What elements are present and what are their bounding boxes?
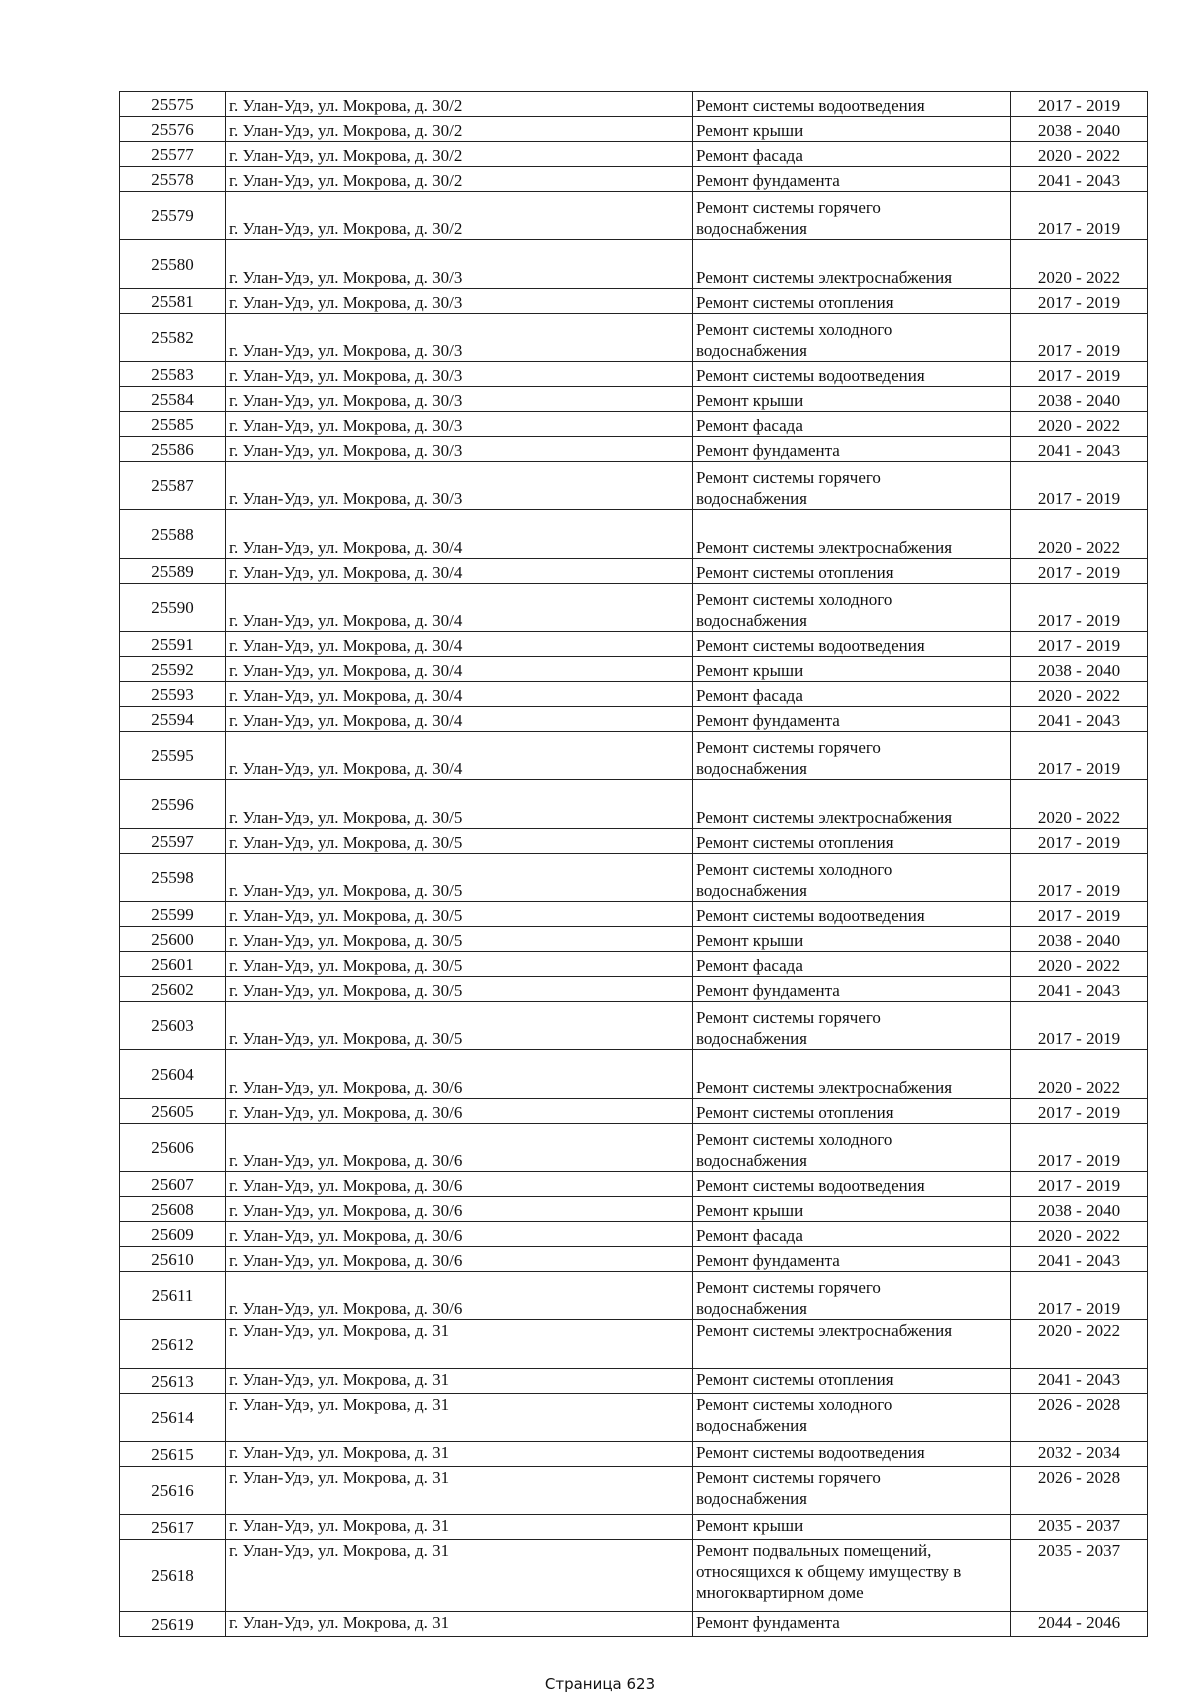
work-type-cell: [693, 902, 1011, 927]
work-type-line: Ремонт системы горячего: [696, 738, 881, 757]
work-type-cell: [693, 192, 1011, 240]
work-type-cell: [693, 1247, 1011, 1272]
row-number: 25616: [120, 1467, 226, 1515]
period-cell: 2017 - 2019: [1011, 1124, 1148, 1172]
work-type-line: Ремонт системы водоотведения: [696, 1443, 925, 1462]
address-cell: г. Улан-Удэ, ул. Мокрова, д. 30/4: [226, 510, 693, 559]
address-cell: г. Улан-Удэ, ул. Мокрова, д. 30/2: [226, 167, 693, 192]
work-type-line: Ремонт фундамента: [696, 1251, 840, 1270]
repair-schedule-table: [119, 91, 1148, 1637]
work-type-cell: [693, 1050, 1011, 1099]
address-cell: г. Улан-Удэ, ул. Мокрова, д. 31: [226, 1612, 693, 1637]
address-cell: г. Улан-Удэ, ул. Мокрова, д. 30/2: [226, 117, 693, 142]
work-type-cell: [693, 1612, 1011, 1637]
work-type-line: Ремонт крыши: [696, 661, 804, 680]
row-number: 25613: [120, 1369, 226, 1394]
period-cell: 2038 - 2040: [1011, 927, 1148, 952]
address-cell: г. Улан-Удэ, ул. Мокрова, д. 31: [226, 1540, 693, 1612]
period-cell: 2017 - 2019: [1011, 559, 1148, 584]
address-cell: г. Улан-Удэ, ул. Мокрова, д. 30/4: [226, 584, 693, 632]
work-type-cell: [693, 462, 1011, 510]
period-cell: 2038 - 2040: [1011, 657, 1148, 682]
table-row: [120, 1467, 1148, 1515]
period-cell: 2038 - 2040: [1011, 1197, 1148, 1222]
work-type-cell: [693, 584, 1011, 632]
work-type-line: Ремонт фасада: [696, 956, 803, 975]
table-row: [120, 1272, 1148, 1320]
work-type-cell: [693, 1442, 1011, 1467]
address-cell: г. Улан-Удэ, ул. Мокрова, д. 30/4: [226, 707, 693, 732]
address-cell: г. Улан-Удэ, ул. Мокрова, д. 31: [226, 1320, 693, 1369]
period-cell: 2020 - 2022: [1011, 142, 1148, 167]
row-number: 25608: [120, 1197, 226, 1222]
address-cell: г. Улан-Удэ, ул. Мокрова, д. 30/3: [226, 314, 693, 362]
work-type-line: Ремонт системы водоотведения: [696, 906, 925, 925]
work-type-line: Ремонт системы отопления: [696, 833, 894, 852]
period-cell: 2017 - 2019: [1011, 362, 1148, 387]
work-type-cell: [693, 92, 1011, 117]
period-cell: 2020 - 2022: [1011, 240, 1148, 289]
table-row: [120, 362, 1148, 387]
work-type-line: Ремонт фасада: [696, 686, 803, 705]
table-row: [120, 192, 1148, 240]
row-number: 25599: [120, 902, 226, 927]
work-type-line: Ремонт системы холодного: [696, 1130, 893, 1149]
row-number: 25618: [120, 1540, 226, 1612]
work-type-cell: [693, 412, 1011, 437]
work-type-line: Ремонт системы водоотведения: [696, 96, 925, 115]
period-cell: 2041 - 2043: [1011, 437, 1148, 462]
address-cell: г. Улан-Удэ, ул. Мокрова, д. 31: [226, 1394, 693, 1442]
address-cell: г. Улан-Удэ, ул. Мокрова, д. 30/4: [226, 682, 693, 707]
work-type-line: многоквартирном доме: [696, 1583, 864, 1602]
table-row: [120, 142, 1148, 167]
work-type-line: Ремонт крыши: [696, 1516, 804, 1535]
period-cell: 2017 - 2019: [1011, 1099, 1148, 1124]
work-type-line: Ремонт системы электроснабжения: [696, 1078, 953, 1097]
period-cell: 2017 - 2019: [1011, 1172, 1148, 1197]
period-cell: 2041 - 2043: [1011, 167, 1148, 192]
work-type-cell: [693, 977, 1011, 1002]
row-number: 25587: [120, 462, 226, 510]
row-number: 25597: [120, 829, 226, 854]
row-number: 25593: [120, 682, 226, 707]
period-cell: 2017 - 2019: [1011, 854, 1148, 902]
table-row: [120, 902, 1148, 927]
period-cell: 2020 - 2022: [1011, 1222, 1148, 1247]
row-number: 25579: [120, 192, 226, 240]
work-type-line: Ремонт системы отопления: [696, 563, 894, 582]
row-number: 25575: [120, 92, 226, 117]
work-type-cell: [693, 632, 1011, 657]
address-cell: г. Улан-Удэ, ул. Мокрова, д. 30/4: [226, 559, 693, 584]
work-type-cell: [693, 1515, 1011, 1540]
table-row: [120, 387, 1148, 412]
work-type-line: водоснабжения: [696, 1029, 807, 1048]
address-cell: г. Улан-Удэ, ул. Мокрова, д. 30/5: [226, 1002, 693, 1050]
row-number: 25591: [120, 632, 226, 657]
row-number: 25604: [120, 1050, 226, 1099]
row-number: 25600: [120, 927, 226, 952]
work-type-line: Ремонт системы электроснабжения: [696, 538, 953, 557]
row-number: 25598: [120, 854, 226, 902]
work-type-line: Ремонт фундамента: [696, 711, 840, 730]
period-cell: 2041 - 2043: [1011, 1369, 1148, 1394]
address-cell: г. Улан-Удэ, ул. Мокрова, д. 30/3: [226, 387, 693, 412]
table-row: [120, 1197, 1148, 1222]
row-number: 25615: [120, 1442, 226, 1467]
row-number: 25595: [120, 732, 226, 780]
row-number: 25610: [120, 1247, 226, 1272]
address-cell: г. Улан-Удэ, ул. Мокрова, д. 30/5: [226, 952, 693, 977]
work-type-cell: [693, 240, 1011, 289]
period-cell: 2017 - 2019: [1011, 92, 1148, 117]
work-type-cell: [693, 1467, 1011, 1515]
work-type-line: водоснабжения: [696, 611, 807, 630]
table-row: [120, 1247, 1148, 1272]
period-cell: 2020 - 2022: [1011, 1050, 1148, 1099]
work-type-line: Ремонт системы водоотведения: [696, 1176, 925, 1195]
address-cell: г. Улан-Удэ, ул. Мокрова, д. 30/6: [226, 1099, 693, 1124]
address-cell: г. Улан-Удэ, ул. Мокрова, д. 30/4: [226, 732, 693, 780]
work-type-line: водоснабжения: [696, 489, 807, 508]
table-row: [120, 657, 1148, 682]
work-type-cell: [693, 437, 1011, 462]
work-type-line: Ремонт крыши: [696, 1201, 804, 1220]
work-type-line: Ремонт фундамента: [696, 171, 840, 190]
work-type-cell: [693, 1124, 1011, 1172]
row-number: 25586: [120, 437, 226, 462]
work-type-line: водоснабжения: [696, 759, 807, 778]
work-type-line: Ремонт крыши: [696, 121, 804, 140]
work-type-cell: [693, 732, 1011, 780]
address-cell: г. Улан-Удэ, ул. Мокрова, д. 30/4: [226, 657, 693, 682]
period-cell: 2017 - 2019: [1011, 632, 1148, 657]
row-number: 25580: [120, 240, 226, 289]
period-cell: 2020 - 2022: [1011, 510, 1148, 559]
row-number: 25583: [120, 362, 226, 387]
table-row: [120, 240, 1148, 289]
work-type-line: Ремонт системы электроснабжения: [696, 808, 953, 827]
period-cell: 2020 - 2022: [1011, 1320, 1148, 1369]
table-row: [120, 1540, 1148, 1612]
table-row: [120, 314, 1148, 362]
table-row: [120, 952, 1148, 977]
table-row: [120, 854, 1148, 902]
work-type-cell: [693, 167, 1011, 192]
table-row: [120, 1099, 1148, 1124]
period-cell: 2017 - 2019: [1011, 1002, 1148, 1050]
work-type-line: Ремонт системы горячего: [696, 1278, 881, 1297]
period-cell: 2026 - 2028: [1011, 1394, 1148, 1442]
row-number: 25607: [120, 1172, 226, 1197]
address-cell: г. Улан-Удэ, ул. Мокрова, д. 30/5: [226, 780, 693, 829]
row-number: 25603: [120, 1002, 226, 1050]
work-type-line: Ремонт системы холодного: [696, 860, 893, 879]
table-row: [120, 92, 1148, 117]
period-cell: 2041 - 2043: [1011, 707, 1148, 732]
work-type-line: Ремонт системы горячего: [696, 468, 881, 487]
table-row: [120, 1369, 1148, 1394]
row-number: 25581: [120, 289, 226, 314]
period-cell: 2020 - 2022: [1011, 952, 1148, 977]
row-number: 25596: [120, 780, 226, 829]
work-type-line: водоснабжения: [696, 1299, 807, 1318]
address-cell: г. Улан-Удэ, ул. Мокрова, д. 30/2: [226, 92, 693, 117]
work-type-cell: [693, 682, 1011, 707]
work-type-cell: [693, 1369, 1011, 1394]
table-row: [120, 1394, 1148, 1442]
row-number: 25590: [120, 584, 226, 632]
table-row: [120, 584, 1148, 632]
row-number: 25585: [120, 412, 226, 437]
period-cell: 2020 - 2022: [1011, 682, 1148, 707]
table-row: [120, 682, 1148, 707]
row-number: 25588: [120, 510, 226, 559]
period-cell: 2041 - 2043: [1011, 1247, 1148, 1272]
work-type-cell: [693, 1197, 1011, 1222]
work-type-line: Ремонт крыши: [696, 391, 804, 410]
work-type-line: водоснабжения: [696, 1416, 807, 1435]
period-cell: 2038 - 2040: [1011, 117, 1148, 142]
address-cell: г. Улан-Удэ, ул. Мокрова, д. 30/2: [226, 192, 693, 240]
work-type-cell: [693, 559, 1011, 584]
period-cell: 2017 - 2019: [1011, 289, 1148, 314]
work-type-line: Ремонт системы водоотведения: [696, 636, 925, 655]
work-type-cell: [693, 829, 1011, 854]
table-row: [120, 780, 1148, 829]
row-number: 25611: [120, 1272, 226, 1320]
work-type-line: относящихся к общему имуществу в: [696, 1562, 962, 1581]
period-cell: 2038 - 2040: [1011, 387, 1148, 412]
row-number: 25576: [120, 117, 226, 142]
table-row: [120, 707, 1148, 732]
work-type-line: Ремонт системы электроснабжения: [696, 268, 953, 287]
period-cell: 2017 - 2019: [1011, 829, 1148, 854]
row-number: 25609: [120, 1222, 226, 1247]
row-number: 25578: [120, 167, 226, 192]
work-type-line: Ремонт системы отопления: [696, 1370, 894, 1389]
table-row: [120, 559, 1148, 584]
work-type-line: водоснабжения: [696, 219, 807, 238]
work-type-line: водоснабжения: [696, 881, 807, 900]
work-type-cell: [693, 142, 1011, 167]
period-cell: 2017 - 2019: [1011, 584, 1148, 632]
work-type-line: водоснабжения: [696, 1489, 807, 1508]
work-type-line: Ремонт фундамента: [696, 441, 840, 460]
work-type-line: Ремонт фундамента: [696, 981, 840, 1000]
work-type-cell: [693, 387, 1011, 412]
row-number: 25589: [120, 559, 226, 584]
address-cell: г. Улан-Удэ, ул. Мокрова, д. 30/3: [226, 437, 693, 462]
table-row: [120, 1124, 1148, 1172]
address-cell: г. Улан-Удэ, ул. Мокрова, д. 31: [226, 1515, 693, 1540]
address-cell: г. Улан-Удэ, ул. Мокрова, д. 30/3: [226, 289, 693, 314]
work-type-line: Ремонт системы отопления: [696, 293, 894, 312]
row-number: 25584: [120, 387, 226, 412]
row-number: 25619: [120, 1612, 226, 1637]
work-type-line: Ремонт системы горячего: [696, 1468, 881, 1487]
work-type-cell: [693, 362, 1011, 387]
period-cell: 2044 - 2046: [1011, 1612, 1148, 1637]
address-cell: г. Улан-Удэ, ул. Мокрова, д. 31: [226, 1369, 693, 1394]
address-cell: г. Улан-Удэ, ул. Мокрова, д. 30/6: [226, 1247, 693, 1272]
table-row: [120, 632, 1148, 657]
row-number: 25592: [120, 657, 226, 682]
table-row: [120, 1050, 1148, 1099]
period-cell: 2017 - 2019: [1011, 314, 1148, 362]
address-cell: г. Улан-Удэ, ул. Мокрова, д. 30/6: [226, 1222, 693, 1247]
period-cell: 2032 - 2034: [1011, 1442, 1148, 1467]
period-cell: 2020 - 2022: [1011, 780, 1148, 829]
work-type-cell: [693, 1002, 1011, 1050]
table-row: [120, 1172, 1148, 1197]
work-type-line: Ремонт системы горячего: [696, 1008, 881, 1027]
row-number: 25601: [120, 952, 226, 977]
row-number: 25577: [120, 142, 226, 167]
address-cell: г. Улан-Удэ, ул. Мокрова, д. 30/3: [226, 362, 693, 387]
row-number: 25614: [120, 1394, 226, 1442]
work-type-cell: [693, 1272, 1011, 1320]
address-cell: г. Улан-Удэ, ул. Мокрова, д. 30/6: [226, 1272, 693, 1320]
work-type-cell: [693, 1320, 1011, 1369]
address-cell: г. Улан-Удэ, ул. Мокрова, д. 30/6: [226, 1172, 693, 1197]
table-row: [120, 167, 1148, 192]
period-cell: 2020 - 2022: [1011, 412, 1148, 437]
table-row: [120, 1515, 1148, 1540]
work-type-line: Ремонт крыши: [696, 931, 804, 950]
work-type-cell: [693, 927, 1011, 952]
table-row: [120, 1612, 1148, 1637]
row-number: 25582: [120, 314, 226, 362]
work-type-cell: [693, 1222, 1011, 1247]
table-row: [120, 1442, 1148, 1467]
address-cell: г. Улан-Удэ, ул. Мокрова, д. 30/5: [226, 977, 693, 1002]
table-row: [120, 829, 1148, 854]
address-cell: г. Улан-Удэ, ул. Мокрова, д. 30/6: [226, 1197, 693, 1222]
address-cell: г. Улан-Удэ, ул. Мокрова, д. 30/3: [226, 412, 693, 437]
address-cell: г. Улан-Удэ, ул. Мокрова, д. 31: [226, 1442, 693, 1467]
work-type-cell: [693, 657, 1011, 682]
table-row: [120, 1002, 1148, 1050]
row-number: 25594: [120, 707, 226, 732]
work-type-cell: [693, 510, 1011, 559]
table-row: [120, 117, 1148, 142]
work-type-cell: [693, 314, 1011, 362]
address-cell: г. Улан-Удэ, ул. Мокрова, д. 30/6: [226, 1050, 693, 1099]
table-row: [120, 437, 1148, 462]
work-type-line: Ремонт системы электроснабжения: [696, 1321, 953, 1340]
address-cell: г. Улан-Удэ, ул. Мокрова, д. 30/3: [226, 240, 693, 289]
row-number: 25606: [120, 1124, 226, 1172]
row-number: 25617: [120, 1515, 226, 1540]
table-row: [120, 1320, 1148, 1369]
work-type-line: водоснабжения: [696, 1151, 807, 1170]
row-number: 25612: [120, 1320, 226, 1369]
work-type-line: Ремонт фасада: [696, 1226, 803, 1245]
work-type-line: водоснабжения: [696, 341, 807, 360]
address-cell: г. Улан-Удэ, ул. Мокрова, д. 30/6: [226, 1124, 693, 1172]
period-cell: 2026 - 2028: [1011, 1467, 1148, 1515]
work-type-line: Ремонт системы водоотведения: [696, 366, 925, 385]
work-type-line: Ремонт системы горячего: [696, 198, 881, 217]
work-type-cell: [693, 1172, 1011, 1197]
address-cell: г. Улан-Удэ, ул. Мокрова, д. 30/4: [226, 632, 693, 657]
period-cell: 2035 - 2037: [1011, 1540, 1148, 1612]
period-cell: 2017 - 2019: [1011, 462, 1148, 510]
work-type-cell: [693, 854, 1011, 902]
period-cell: 2017 - 2019: [1011, 902, 1148, 927]
address-cell: г. Улан-Удэ, ул. Мокрова, д. 30/5: [226, 902, 693, 927]
work-type-cell: [693, 1099, 1011, 1124]
table-row: [120, 289, 1148, 314]
work-type-cell: [693, 780, 1011, 829]
table-row: [120, 977, 1148, 1002]
work-type-cell: [693, 707, 1011, 732]
period-cell: 2041 - 2043: [1011, 977, 1148, 1002]
period-cell: 2035 - 2037: [1011, 1515, 1148, 1540]
work-type-cell: [693, 1540, 1011, 1612]
work-type-cell: [693, 289, 1011, 314]
work-type-line: Ремонт системы холодного: [696, 1395, 893, 1414]
work-type-cell: [693, 1394, 1011, 1442]
row-number: 25602: [120, 977, 226, 1002]
period-cell: 2017 - 2019: [1011, 192, 1148, 240]
address-cell: г. Улан-Удэ, ул. Мокрова, д. 30/3: [226, 462, 693, 510]
work-type-line: Ремонт системы холодного: [696, 590, 893, 609]
work-type-cell: [693, 952, 1011, 977]
table-row: [120, 1222, 1148, 1247]
table-row: [120, 412, 1148, 437]
table-row: [120, 510, 1148, 559]
period-cell: 2017 - 2019: [1011, 732, 1148, 780]
table-body: [120, 92, 1148, 1637]
row-number: 25605: [120, 1099, 226, 1124]
address-cell: г. Улан-Удэ, ул. Мокрова, д. 30/5: [226, 829, 693, 854]
address-cell: г. Улан-Удэ, ул. Мокрова, д. 30/5: [226, 854, 693, 902]
page-number: Страница 623: [544, 1675, 656, 1693]
address-cell: г. Улан-Удэ, ул. Мокрова, д. 31: [226, 1467, 693, 1515]
work-type-cell: [693, 117, 1011, 142]
work-type-line: Ремонт системы холодного: [696, 320, 893, 339]
work-type-line: Ремонт фасада: [696, 146, 803, 165]
work-type-line: Ремонт системы отопления: [696, 1103, 894, 1122]
work-type-line: Ремонт фундамента: [696, 1613, 840, 1632]
table-row: [120, 732, 1148, 780]
address-cell: г. Улан-Удэ, ул. Мокрова, д. 30/5: [226, 927, 693, 952]
work-type-line: Ремонт подвальных помещений,: [696, 1541, 932, 1560]
work-type-line: Ремонт фасада: [696, 416, 803, 435]
table-row: [120, 462, 1148, 510]
table-row: [120, 927, 1148, 952]
period-cell: 2017 - 2019: [1011, 1272, 1148, 1320]
address-cell: г. Улан-Удэ, ул. Мокрова, д. 30/2: [226, 142, 693, 167]
